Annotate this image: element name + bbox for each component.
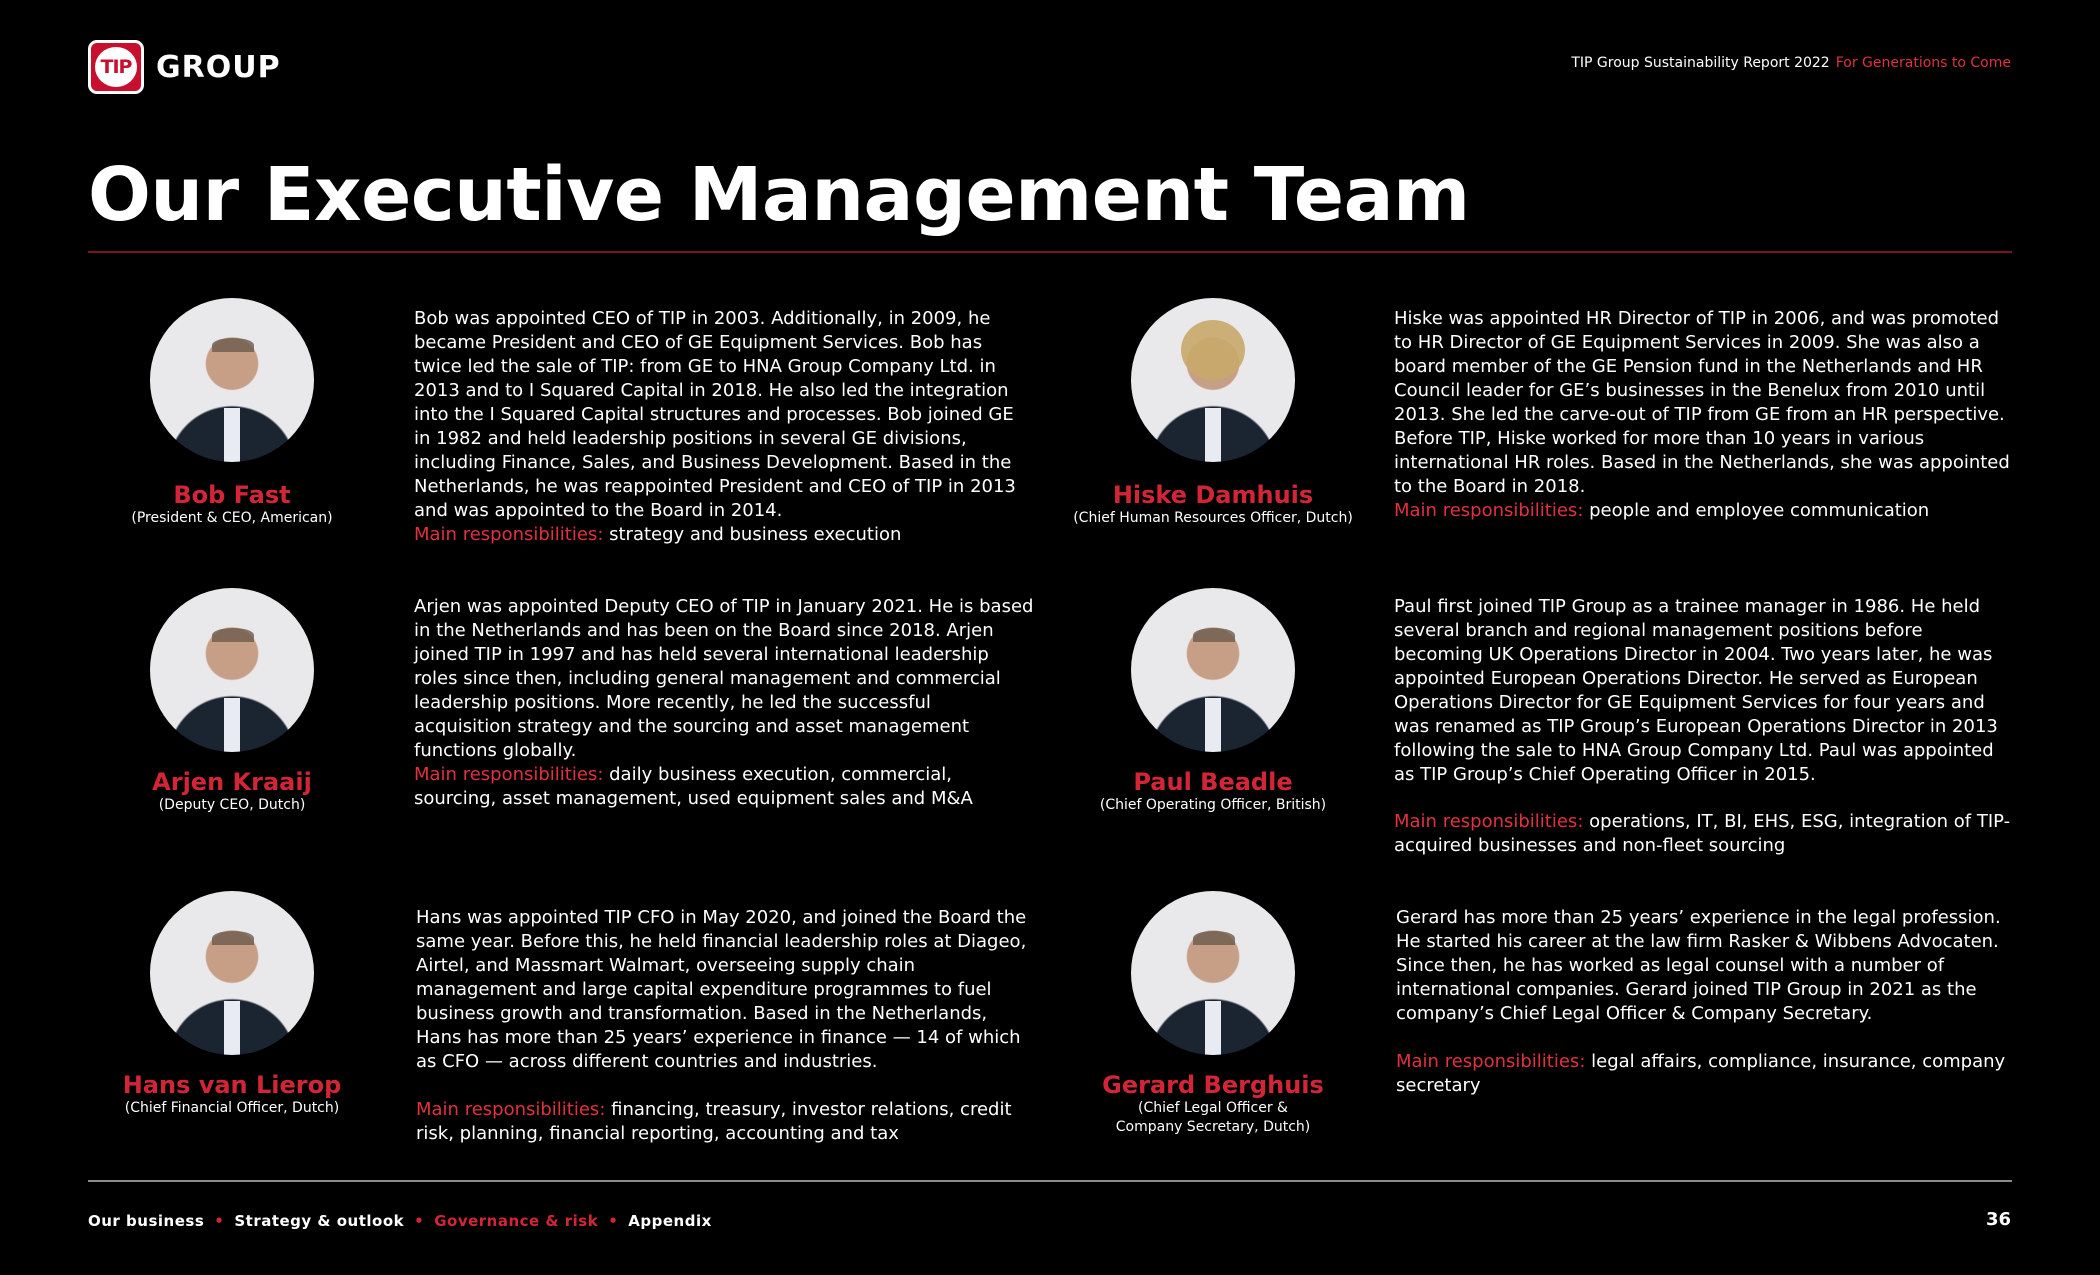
footer-divider (88, 1180, 2012, 1182)
executive-name: Gerard Berghuis (1102, 1071, 1324, 1099)
portrait-arjen-kraaij (150, 588, 314, 752)
executive-name: Paul Beadle (1133, 768, 1293, 796)
executive-role (82, 509, 382, 528)
portrait-gerard-berghuis (1131, 891, 1295, 1055)
footer-nav-our-business[interactable]: Our business (88, 1212, 205, 1230)
title-divider (88, 251, 2012, 253)
footer-navigation (88, 1212, 712, 1230)
nav-separator-dot: • (608, 1212, 619, 1230)
executive-role (1063, 509, 1363, 528)
executive-responsibilities (1394, 810, 2014, 858)
responsibilities-label: Main responsibilities: (1394, 811, 1584, 832)
footer-nav-strategy-outlook[interactable]: Strategy & outlook (234, 1212, 405, 1230)
executive-role (1063, 796, 1363, 815)
responsibilities-text: financing, treasury, investor relations, credit risk, planning, financial reporting, accounting and tax (416, 1099, 1012, 1144)
tip-logo-text: TIP (100, 56, 132, 78)
executive-role (82, 796, 382, 815)
nav-separator-dot: • (414, 1212, 425, 1230)
executive-responsibilities (1396, 1050, 2016, 1098)
responsibilities-text: legal affairs, compliance, insurance, company secretary (1396, 1051, 2006, 1096)
executive-role-line: (Deputy CEO, Dutch) (158, 797, 306, 813)
page-number: 36 (1985, 1209, 2011, 1230)
tip-logo-badge (88, 40, 144, 94)
executive-role-line: (Chief Legal Officer & (1138, 1100, 1288, 1116)
responsibilities-text: daily business execution, commercial, sourcing, asset management, used equipment sales and M&A (414, 764, 973, 809)
executive-bio: Hans was appointed TIP CFO in May 2020, and joined the Board the same year. Before this, he held financial leadership roles at Diageo, Airtel, and Massmart Walmart, overseeing supply chain management and large capital expenditure programmes to fuel business growth and transformation. Based in the Netherlands, Hans has more than 25 years’ experience in finance — 14 of which as CFO — across different countries and industries. (416, 907, 1027, 1072)
responsibilities-label: Main responsibilities: (1394, 500, 1584, 521)
executive-role (82, 1099, 382, 1118)
responsibilities-text: strategy and business execution (609, 524, 902, 545)
executive-responsibilities (416, 1098, 1036, 1146)
executive-name: Bob Fast (173, 481, 291, 509)
responsibilities-label: Main responsibilities: (1396, 1051, 1586, 1072)
footer-nav-appendix[interactable]: Appendix (628, 1212, 712, 1230)
responsibilities-label: Main responsibilities: (414, 764, 604, 785)
executive-responsibilities (1394, 499, 2014, 523)
nav-separator-dot: • (214, 1212, 225, 1230)
group-wordmark: GROUP (156, 49, 281, 85)
executive-responsibilities (414, 763, 1034, 811)
executive-role (1063, 1099, 1363, 1137)
executive-responsibilities (414, 523, 1034, 547)
executive-role-line: (President & CEO, American) (131, 510, 333, 526)
footer-nav-governance-risk[interactable]: Governance & risk (434, 1212, 599, 1230)
page-title: Our Executive Management Team (88, 152, 1470, 238)
executive-name: Hans van Lierop (122, 1071, 342, 1099)
executive-bio: Bob was appointed CEO of TIP in 2003. Additionally, in 2009, he became President and CEO of GE Equipment Services. Bob has twice led the sale of TIP: from GE to HNA Group Company Ltd. in 2013 and to I Squared Capital in 2018. He also led the integration into the I Squared Capital structures and processes. Bob joined GE in 1982 and held leadership positions in several GE divisions, including Finance, Sales, and Business Development. Based in the Netherlands, he was reappointed President and CEO of TIP in 2013 and was appointed to the Board in 2014. (414, 308, 1016, 521)
report-header (1571, 55, 2011, 71)
responsibilities-text: people and employee communication (1589, 500, 1930, 521)
portrait-hans-van-lierop (150, 891, 314, 1055)
executive-role-line: (Chief Operating Officer, British) (1099, 797, 1327, 813)
portrait-bob-fast (150, 298, 314, 462)
executive-name: Hiske Damhuis (1112, 481, 1314, 509)
portrait-paul-beadle (1131, 588, 1295, 752)
report-title: TIP Group Sustainability Report 2022 (1571, 55, 1830, 71)
responsibilities-label: Main responsibilities: (414, 524, 604, 545)
executive-bio: Hiske was appointed HR Director of TIP in 2006, and was promoted to HR Director of GE Equipment Services in 2009. She was also a board member of the GE Pension fund in the Netherlands and HR Council leader for GE’s businesses in the Benelux from 2010 until 2013. She led the carve-out of TIP from GE from an HR perspective. Before TIP, Hiske worked for more than 10 years in various international HR roles. Based in the Netherlands, she was appointed to the Board in 2018. (1394, 308, 2010, 497)
responsibilities-text: operations, IT, BI, EHS, ESG, integration of TIP-acquired businesses and non-fleet sourcing (1394, 811, 2011, 856)
executive-role-line: (Chief Human Resources Officer, Dutch) (1073, 510, 1353, 526)
executive-bio: Gerard has more than 25 years’ experience in the legal profession. He started his career at the law firm Rasker & Wibbens Advocaten. Since then, he has worked as legal counsel with a number of international companies. Gerard joined TIP Group in 2021 as the company’s Chief Legal Officer & Company Secretary. (1396, 907, 2001, 1024)
executive-bio: Arjen was appointed Deputy CEO of TIP in January 2021. He is based in the Netherlands and has been on the Board since 2018. Arjen joined TIP in 1997 and has held several international leadership roles since then, including general management and commercial leadership positions. More recently, he led the successful acquisition strategy and the sourcing and asset management functions globally. (414, 596, 1034, 761)
tip-group-logo (88, 40, 281, 94)
report-tagline: For Generations to Come (1835, 55, 2011, 71)
executive-role-line: Company Secretary, Dutch) (1115, 1119, 1311, 1135)
responsibilities-label: Main responsibilities: (416, 1099, 606, 1120)
executive-role-line: (Chief Financial Officer, Dutch) (124, 1100, 340, 1116)
executive-bio: Paul first joined TIP Group as a trainee manager in 1986. He held several branch and regional management positions before becoming UK Operations Director in 2004. Two years later, he was appointed European Operations Director. He served as European Operations Director for GE Equipment Services for four years and was renamed as TIP Group’s European Operations Director in 2013 following the sale to HNA Group Company Ltd. Paul was appointed as TIP Group’s Chief Operating Officer in 2015. (1394, 596, 1998, 785)
portrait-hiske-damhuis (1131, 298, 1295, 462)
executive-name: Arjen Kraaij (152, 768, 312, 796)
